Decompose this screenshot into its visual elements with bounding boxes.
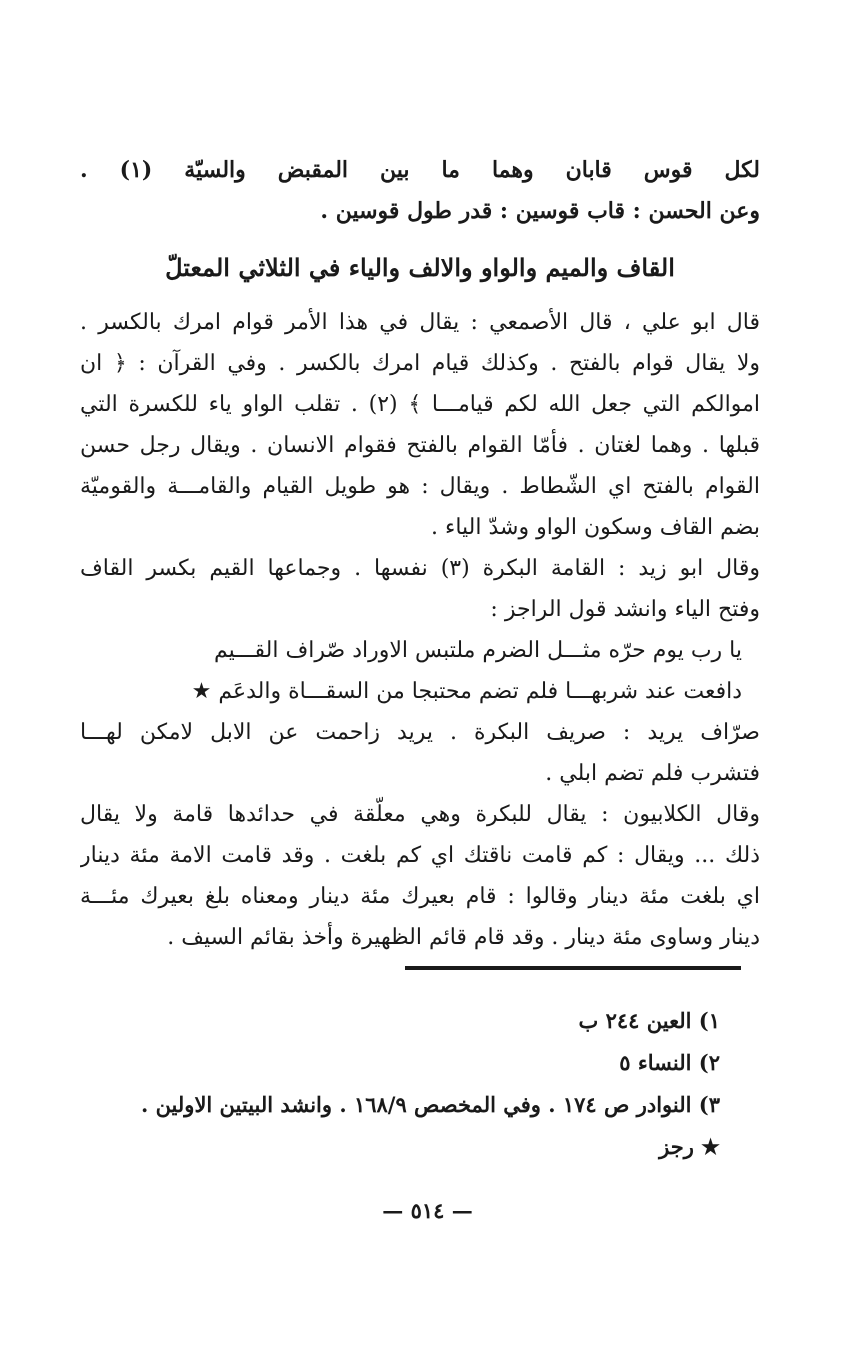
text-line: فتشرب فلم تضم ابلي .: [545, 761, 760, 786]
verse-line: دافعت عند شربهـــا فلم تضم محتبجا من السقـــاة والدعَم ★: [191, 679, 742, 704]
paragraph-3: [80, 712, 760, 794]
footnote: ٣) النوادر ص ١٧٤ . وفي المخصص ١٦٨/٩ . وانشد البيتين الاولين .: [140, 1092, 720, 1117]
text-line: صرّاف يريد : صريف البكرة . يريد زاحمت عن الابل لامكن لهـــا: [80, 720, 760, 745]
verse-line: يا رب يوم حرّه مثـــل الضرم ملتبس الاوراد صّراف القـــيم: [213, 638, 742, 663]
text-line: اي بلغت مئة دينار وقالوا : قام بعيرك مئة دينار ومعناه بلغ بعيرك مئـــة: [80, 884, 760, 909]
text-line: وقال ابو زيد : القامة البكرة (٣) نفسها . وجماعها القيم بكسر القاف: [80, 556, 760, 581]
text-line: لكل قوس قابان وهما ما بين المقبض والسيّة (١) .: [80, 157, 760, 183]
footnote: ٢) النساء ٥: [619, 1050, 720, 1075]
text-line: ولا يقال قوام بالفتح . وكذلك قيام امرك بالكسر . وفي القرآن : ﴿ ان: [80, 351, 760, 376]
text-line: وفتح الياء وانشد قول الراجز :: [490, 597, 760, 622]
text-line: قال ابو علي ، قال الأصمعي : يقال في هذا الأمر قوام امرك بالكسر .: [80, 310, 760, 335]
text-line: ذلك ... ويقال : كم قامت ناقتك اي كم بلغت . وقد قامت الامة مئة دينار: [80, 843, 760, 868]
main-text: [80, 150, 760, 958]
text-line: وقال الكلابيون : يقال للبكرة وهي معلّقة في حدائدها قامة ولا يقال: [80, 802, 760, 827]
paragraph-4: [80, 794, 760, 958]
text-line: قبلها . وهما لغتان . فأمّا القوام بالفتح فقوام الانسان . ويقال رجل حسن: [80, 433, 760, 458]
text-line: القوام بالفتح اي الشّطاط . ويقال : هو طويل القيام والقامـــة والقوميّة: [80, 474, 760, 499]
footnote: ١) العين ٢٤٤ ب: [578, 1008, 720, 1033]
text-line: وعن الحسن : قاب قوسين : قدر طول قوسين .: [320, 198, 760, 224]
text-line: اموالكم التي جعل الله لكم قيامـــا ﴾ (٢) . تقلب الواو ياء للكسرة التي: [80, 392, 760, 417]
verse-block: [80, 630, 760, 712]
text-line: دينار وساوى مئة دينار . وقد قام قائم الظهيرة وأخذ بقائم السيف .: [167, 925, 760, 950]
paragraph-2: [80, 548, 760, 630]
footnote-divider: [405, 966, 741, 970]
footnote: ★ رجز: [659, 1134, 720, 1159]
section-heading: القاف والميم والواو والالف والياء في الثلاثي المعتلّ: [165, 253, 675, 282]
page-number: — ٥١٤ —: [382, 1198, 473, 1223]
footnotes: [80, 1000, 720, 1168]
paragraph-1: [80, 302, 760, 548]
text-line: بضم القاف وسكون الواو وشدّ الياء .: [430, 515, 760, 540]
